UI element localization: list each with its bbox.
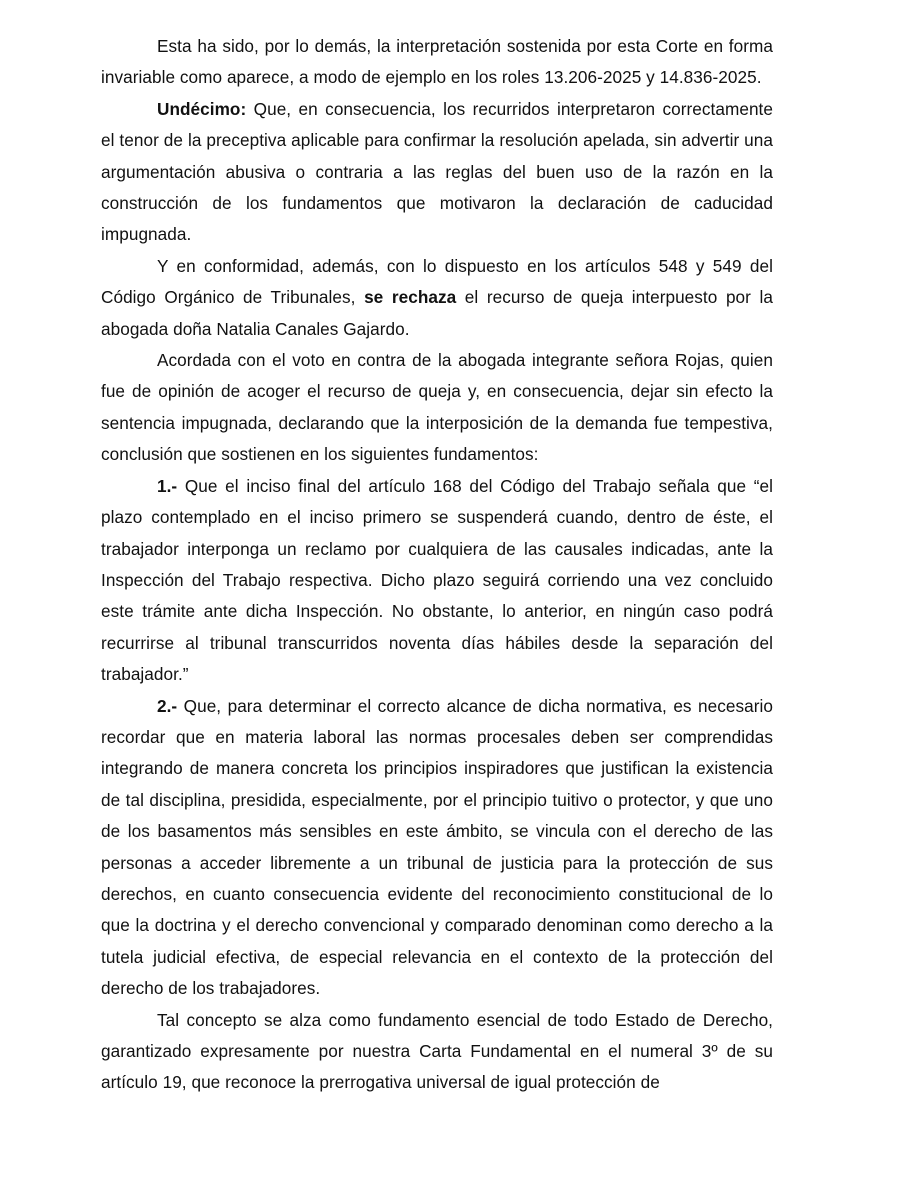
section-heading: Undécimo: bbox=[157, 98, 247, 119]
paragraph-dissent bbox=[101, 345, 773, 471]
paragraph-text: Tal concepto se alza como fundamento esencial de todo Estado de Derecho, garantizado expresamente por nuestra Carta Fundamental en el numeral 3º de su artículo 19, que reconoce la prerrogativa universal de igual protección de bbox=[101, 1009, 773, 1093]
point-number: 2.- bbox=[157, 695, 178, 716]
paragraph-text: el recurso de queja interpuesto por la abogada doña Natalia Canales Gajardo. bbox=[101, 287, 773, 339]
point-number: 1.- bbox=[157, 475, 178, 496]
paragraph-text: Que, para determinar el correcto alcance de dicha normativa, es necesario recordar que en materia laboral las normas procesales deben ser comprendidas integrando de manera concreta los principios inspiradores que justifican la existencia de tal disciplina, presidida, especialmente, por el principio tuitivo o protector, y que uno de los basamentos más sensibles en este ámbito, se vincula con el derecho de las personas a acceder libremente a un tribunal de justicia para la protección de sus derechos, en cuanto consecuencia evidente del reconocimiento constitucional de lo que la doctrina y el derecho convencional y comparado denominan como derecho a la tutela judicial efectiva, de especial relevancia en el contexto de la protección del derecho de los trabajadores. bbox=[101, 695, 773, 999]
paragraph-roles bbox=[101, 31, 773, 94]
paragraph-text: Acordada con el voto en contra de la abogada integrante señora Rojas, quien fue de opinión de acoger el recurso de queja y, en consecuencia, dejar sin efecto la sentencia impugnada, declarando que la interposición de la demanda fue tempestiva, conclusión que sostienen en los siguientes fundamentos: bbox=[101, 350, 773, 465]
paragraph-undecimo bbox=[101, 94, 773, 251]
paragraph-point-2 bbox=[101, 691, 773, 1005]
paragraph-point-1 bbox=[101, 471, 773, 691]
paragraph-resolution bbox=[101, 251, 773, 345]
ruling-emphasis: se rechaza bbox=[364, 287, 457, 308]
paragraph-text: Que el inciso final del artículo 168 del Código del Trabajo señala que “el plazo contemplado en el inciso primero se suspenderá cuando, dentro de éste, el trabajador interponga un reclamo por cualquiera de las causales indicadas, ante la Inspección del Trabajo respectiva. Dicho plazo seguirá corriendo una vez concluido este trámite ante dicha Inspección. No obstante, lo anterior, en ningún caso podrá recurrirse al tribunal transcurridos noventa días hábiles desde la separación del trabajador.” bbox=[101, 475, 773, 685]
paragraph-text: Y en conformidad, además, con lo dispuesto en los artículos 548 y 549 del Código Orgánico de Tribunales, bbox=[101, 255, 773, 308]
paragraph-concept bbox=[101, 1005, 773, 1099]
paragraph-text: Esta ha sido, por lo demás, la interpretación sostenida por esta Corte en forma invariable como aparece, a modo de ejemplo en los roles 13.206-2025 y 14.836-2025. bbox=[101, 36, 773, 88]
paragraph-text: Que, en consecuencia, los recurridos interpretaron correctamente el tenor de la preceptiva aplicable para confirmar la resolución apelada, sin advertir una argumentación abusiva o contraria a las reglas del buen uso de la razón en la construcción de los fundamentos que motivaron la declaración de caducidad impugnada. bbox=[101, 98, 773, 245]
